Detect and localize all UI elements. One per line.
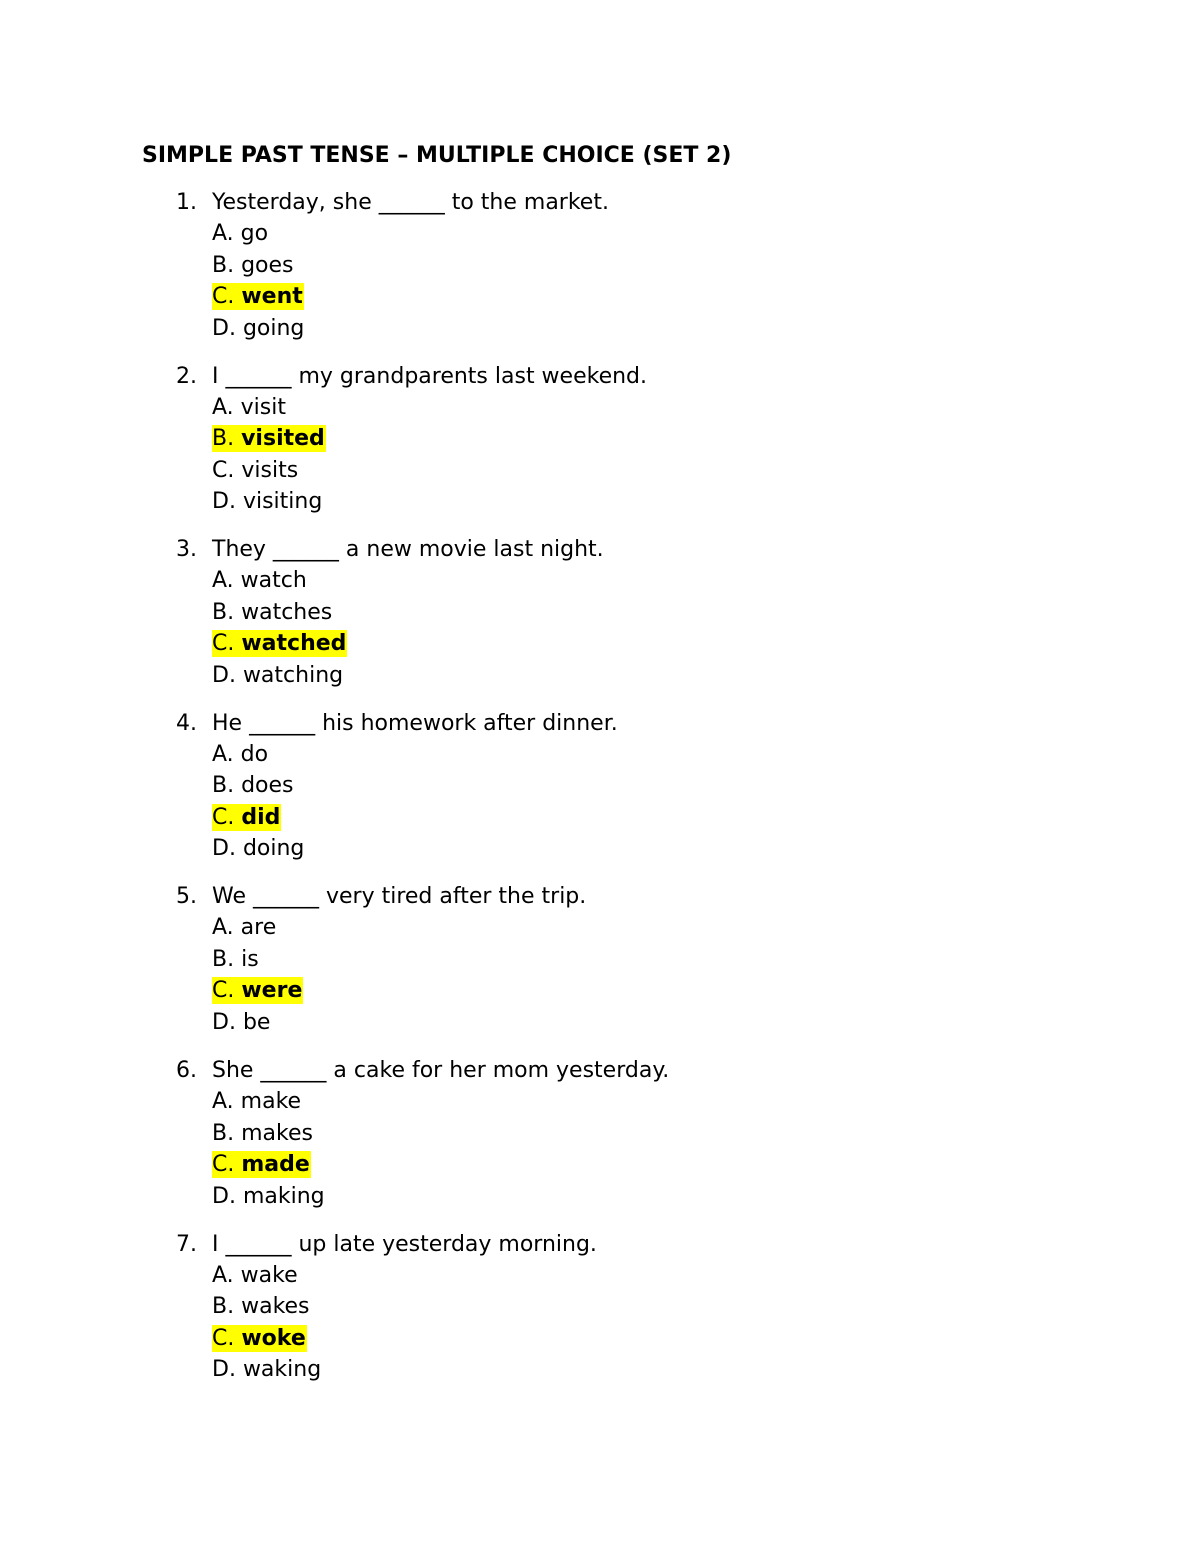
answer-option [176, 833, 1076, 865]
option-text [212, 741, 269, 768]
option-word: watching [242, 662, 344, 688]
option-letter: B. [212, 946, 235, 972]
option-text [212, 457, 299, 484]
option-word: watched [241, 631, 347, 657]
correct-answer-option [176, 423, 1076, 455]
option-text [212, 772, 295, 799]
option-word: does [241, 773, 294, 799]
question-stem [176, 534, 1076, 565]
question-text: I ______ my grandparents last weekend. [212, 363, 648, 389]
question-stem [176, 1229, 1076, 1260]
option-word: wakes [241, 1294, 310, 1320]
option-letter: B. [212, 1120, 235, 1146]
question-stem [176, 708, 1076, 739]
answer-option [176, 597, 1076, 629]
question-block [176, 708, 1076, 865]
question-text: He ______ his homework after dinner. [212, 710, 618, 736]
option-word: visit [240, 394, 286, 420]
option-text [212, 394, 287, 421]
answer-highlight [212, 630, 347, 657]
option-word: watch [240, 568, 307, 594]
answer-option [176, 1007, 1076, 1039]
option-letter: A. [212, 568, 234, 594]
option-list [176, 565, 1076, 691]
question-block [176, 187, 1076, 344]
option-text [212, 599, 333, 626]
option-text [212, 1356, 322, 1383]
question-text: We ______ very tired after the trip. [212, 884, 587, 910]
correct-answer-option [176, 628, 1076, 660]
option-text [212, 315, 305, 342]
answer-option [176, 1291, 1076, 1323]
option-letter: A. [212, 1262, 234, 1288]
answer-option [176, 565, 1076, 597]
option-letter: D. [212, 1009, 236, 1035]
answer-option [176, 455, 1076, 487]
question-text: Yesterday, she ______ to the market. [212, 190, 609, 215]
option-letter: A. [212, 394, 234, 420]
option-text [212, 488, 323, 515]
option-text [212, 835, 305, 862]
question-number: 2. [176, 363, 197, 389]
correct-answer-option [176, 802, 1076, 834]
answer-highlight [212, 804, 281, 831]
option-list [176, 739, 1076, 865]
option-word: are [240, 915, 277, 941]
option-letter: C. [212, 978, 235, 1004]
correct-answer-option [176, 1149, 1076, 1181]
option-text [212, 1262, 299, 1289]
answer-highlight [212, 977, 303, 1004]
question-number: 3. [176, 537, 197, 563]
option-word: goes [241, 252, 294, 278]
page-title: SIMPLE PAST TENSE – MULTIPLE CHOICE (SET 2) [142, 143, 732, 168]
question-stem [176, 1055, 1076, 1086]
option-letter: D. [212, 1183, 236, 1209]
option-letter: A. [212, 1089, 234, 1114]
option-word: going [242, 315, 305, 341]
option-letter: C. [212, 457, 235, 483]
option-word: makes [241, 1120, 313, 1146]
question-number: 6. [176, 1058, 197, 1083]
option-text [212, 1009, 271, 1036]
option-word: visiting [242, 489, 323, 515]
option-word: watches [241, 599, 333, 625]
option-word: is [241, 946, 259, 972]
answer-option [176, 912, 1076, 944]
option-word: be [242, 1009, 271, 1035]
option-letter: D. [212, 1357, 236, 1383]
answer-highlight [212, 1325, 307, 1352]
question-stem [176, 361, 1076, 392]
option-word: did [241, 804, 281, 830]
question-text: They ______ a new movie last night. [212, 537, 604, 563]
option-text [212, 1120, 314, 1147]
answer-highlight [212, 283, 304, 310]
option-letter: D. [212, 489, 236, 515]
option-list [176, 218, 1076, 344]
option-word: were [241, 978, 303, 1004]
option-letter: C. [212, 1152, 235, 1177]
option-letter: C. [212, 631, 235, 657]
answer-option [176, 250, 1076, 282]
option-letter: D. [212, 662, 236, 688]
option-letter: C. [212, 804, 235, 830]
option-word: made [241, 1152, 310, 1177]
option-letter: B. [212, 426, 235, 452]
question-block [176, 881, 1076, 1038]
answer-option [176, 660, 1076, 692]
option-letter: C. [212, 284, 235, 309]
option-word: make [240, 1089, 302, 1114]
option-letter: A. [212, 741, 234, 767]
option-letter: B. [212, 252, 235, 278]
option-word: do [240, 741, 269, 767]
option-text [212, 946, 260, 973]
option-text [212, 1183, 326, 1210]
question-number: 5. [176, 884, 197, 910]
answer-option [176, 486, 1076, 518]
question-number: 7. [176, 1231, 197, 1257]
option-letter: A. [212, 221, 234, 246]
correct-answer-option [176, 975, 1076, 1007]
answer-highlight [212, 425, 326, 452]
answer-highlight [212, 1151, 311, 1178]
option-word: went [241, 284, 303, 309]
option-letter: C. [212, 1325, 235, 1351]
option-text [212, 662, 344, 689]
option-letter: D. [212, 836, 236, 862]
option-text [212, 914, 277, 941]
answer-option [176, 1118, 1076, 1150]
option-list [176, 392, 1076, 518]
question-number: 4. [176, 710, 197, 736]
answer-option [176, 1354, 1076, 1386]
option-word: go [240, 221, 269, 246]
option-word: wake [240, 1262, 298, 1288]
answer-option [176, 770, 1076, 802]
question-block [176, 1229, 1076, 1386]
answer-option [176, 313, 1076, 345]
answer-option [176, 1086, 1076, 1118]
option-text [212, 252, 295, 279]
option-word: waking [242, 1357, 322, 1383]
option-word: visits [241, 457, 299, 483]
answer-option [176, 1181, 1076, 1213]
question-text: She ______ a cake for her mom yesterday. [212, 1058, 670, 1083]
correct-answer-option [176, 281, 1076, 313]
option-word: woke [241, 1325, 306, 1351]
answer-option [176, 218, 1076, 250]
answer-option [176, 944, 1076, 976]
option-word: visited [241, 426, 325, 452]
question-text: I ______ up late yesterday morning. [212, 1231, 597, 1257]
answer-option [176, 1260, 1076, 1292]
option-text [212, 567, 308, 594]
question-stem [176, 187, 1076, 218]
option-letter: B. [212, 773, 235, 799]
option-list [176, 1086, 1076, 1212]
answer-option [176, 739, 1076, 771]
option-letter: A. [212, 915, 234, 941]
question-stem [176, 881, 1076, 912]
option-list [176, 1260, 1076, 1386]
option-letter: B. [212, 599, 235, 625]
option-list [176, 912, 1076, 1038]
question-block [176, 534, 1076, 691]
option-word: doing [242, 836, 305, 862]
option-letter: B. [212, 1294, 235, 1320]
question-number: 1. [176, 190, 197, 215]
option-word: making [242, 1183, 325, 1209]
option-text [212, 220, 269, 247]
question-block [176, 1055, 1076, 1212]
option-text [212, 1088, 302, 1115]
answer-option [176, 392, 1076, 424]
correct-answer-option [176, 1323, 1076, 1355]
option-text [212, 1293, 311, 1320]
option-letter: D. [212, 315, 236, 341]
question-block [176, 361, 1076, 518]
